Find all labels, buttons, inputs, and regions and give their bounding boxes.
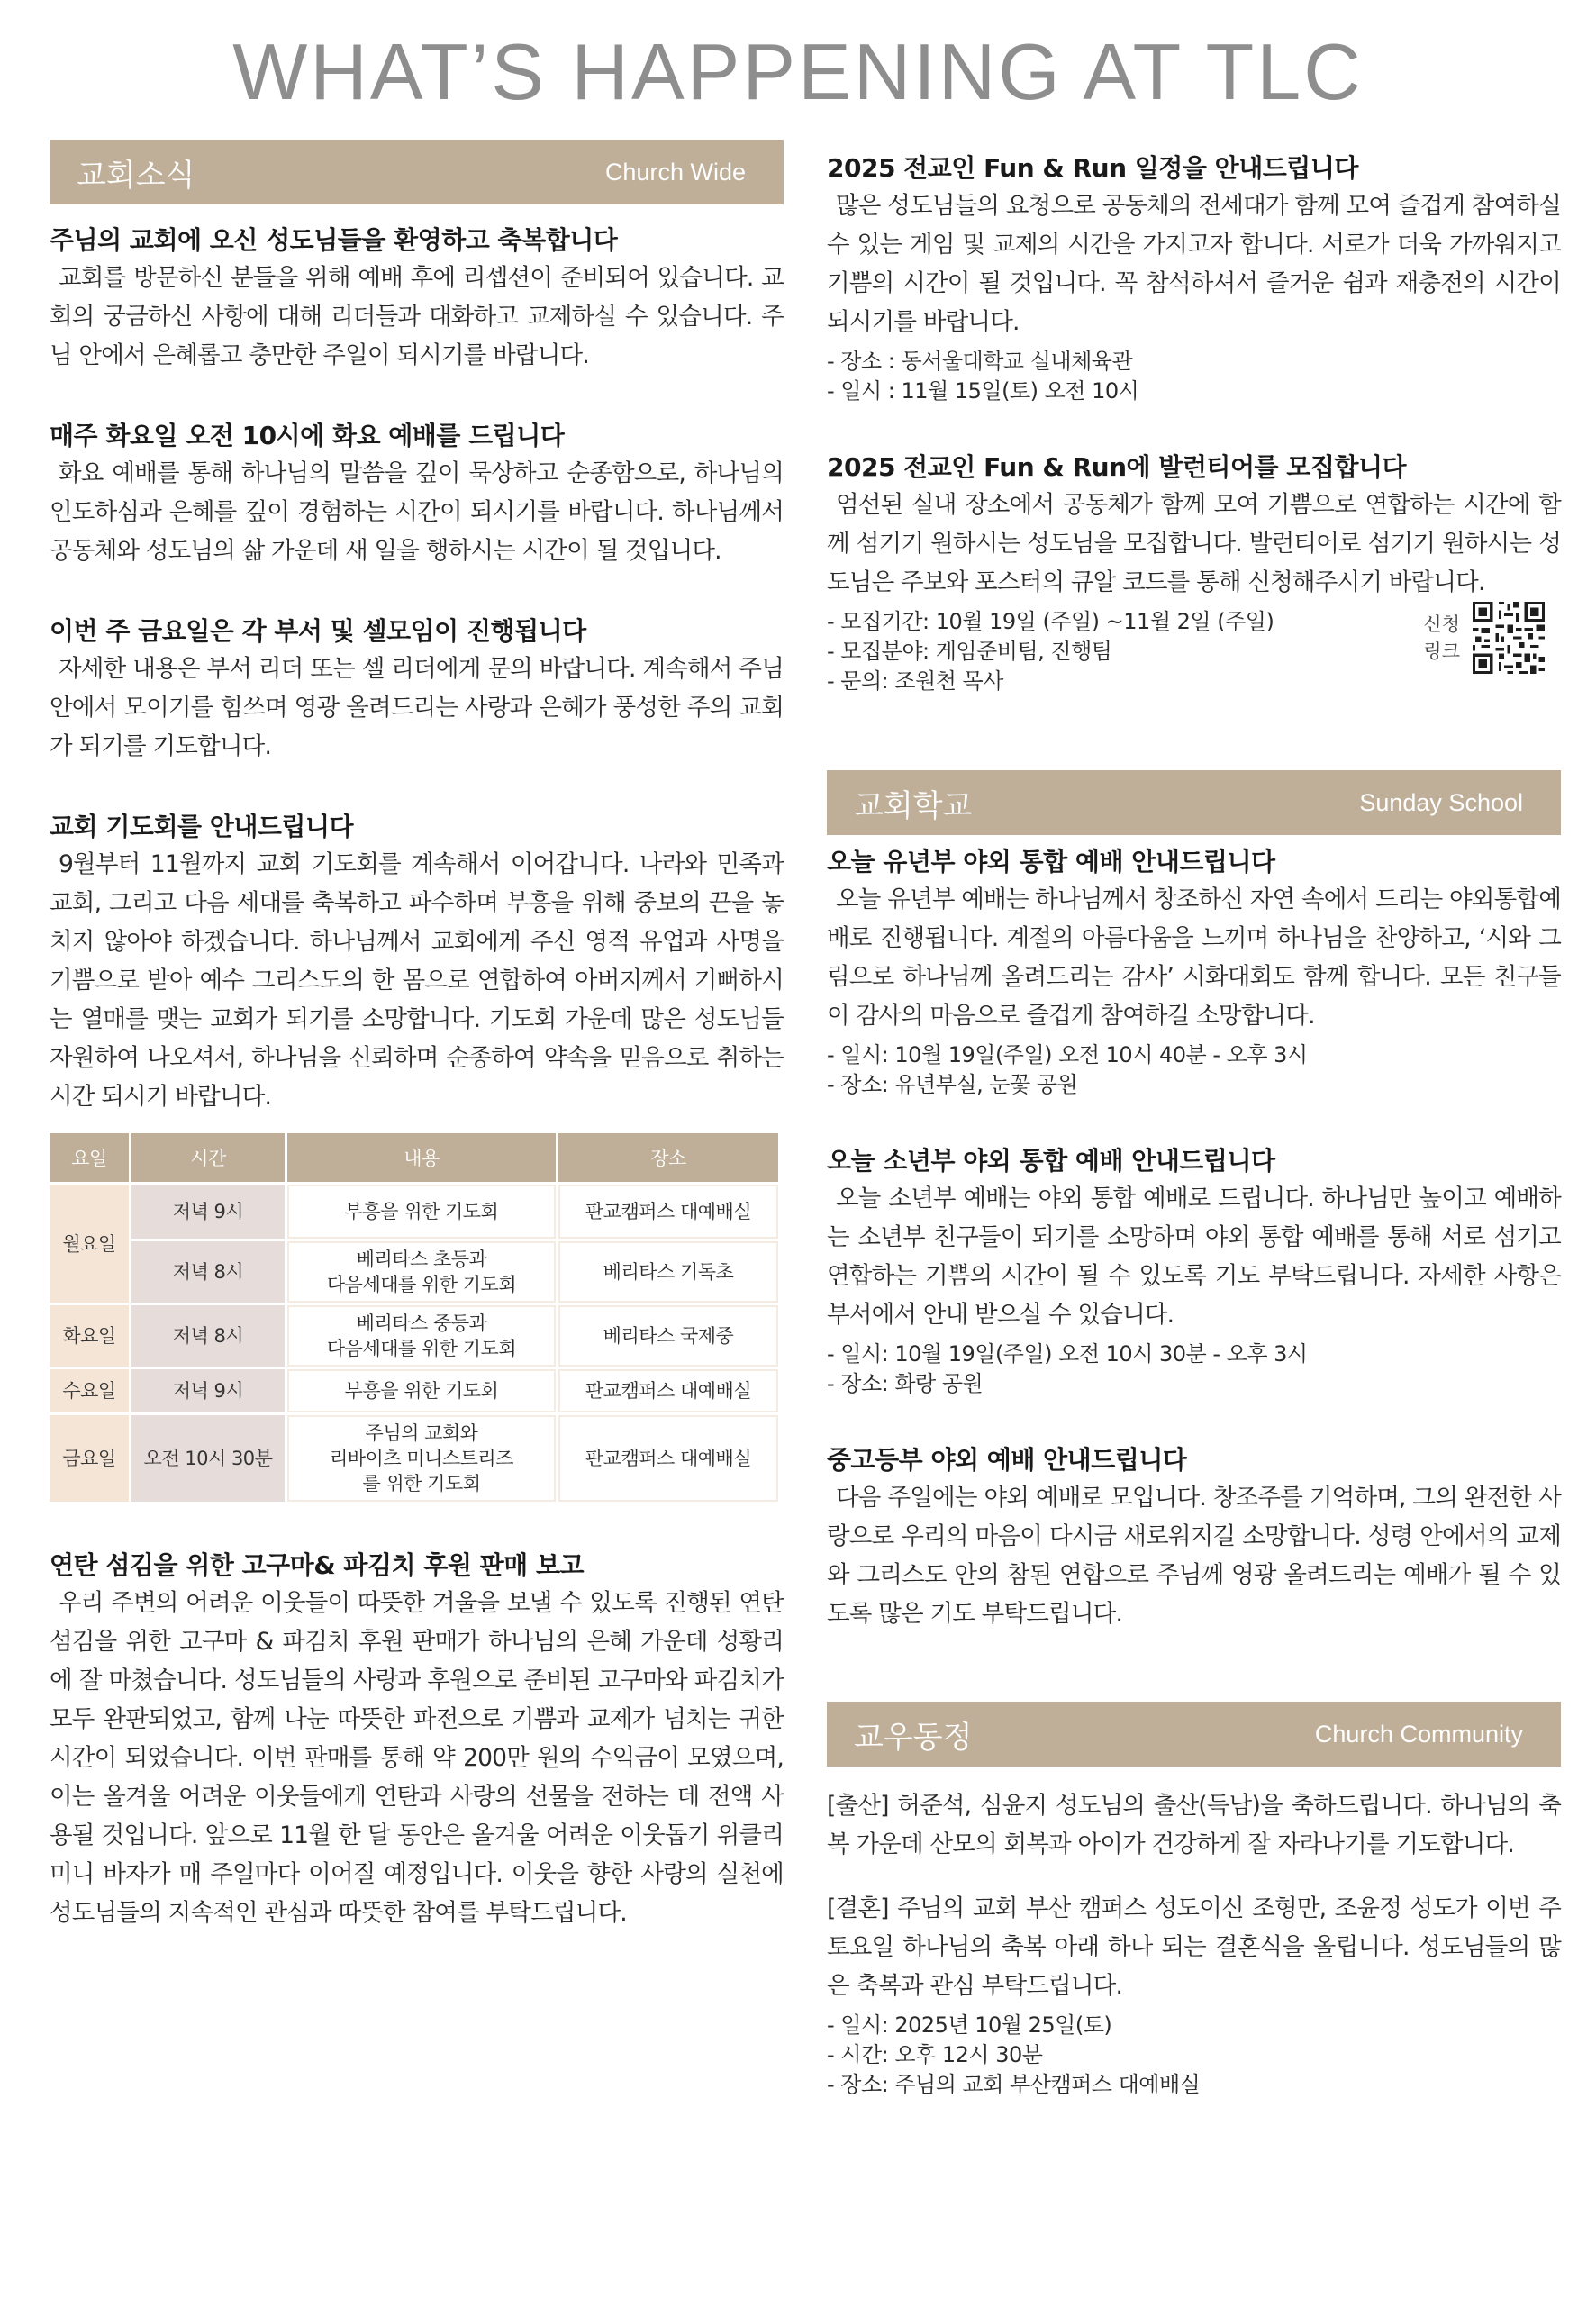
table-row (50, 1415, 778, 1502)
article-title: 오늘 소년부 야외 통합 예배 안내드립니다 (827, 1146, 1275, 1176)
time-cell: 저녁 8시 (131, 1241, 285, 1303)
article-title: 2025 전교인 Fun & Run에 발런티어를 모집합니다 (827, 452, 1407, 482)
content-line: 리바이츠 미니스트리즈 (329, 1448, 514, 1469)
place-cell: 판교캠퍼스 대예배실 (558, 1415, 778, 1502)
time-cell: 저녁 9시 (131, 1369, 285, 1412)
article-body: 엄선된 실내 장소에서 공동체가 함께 모여 기쁨으로 연합하는 시간에 함께 섬기기 원하시는 성도님을 모집합니다. 발런티어로 섬기기 원하시는 성도님은 주보와 포스터의 큐알 코드를 통해 신청해주시기 바랍니다. (827, 491, 1561, 596)
article-body: 교회를 방문하신 분들을 위해 예배 후에 리셉션이 준비되어 있습니다. 교회의 궁금하신 사항에 대해 리더들과 대화하고 교제하실 수 있습니다. 주님 안에서 은혜롭고 충만한 주일이 되시기를 바랍니다. (50, 264, 784, 369)
column-header-content: 내용 (287, 1133, 556, 1182)
article-fun-run-volunteer (827, 450, 1561, 696)
article-youth-outdoor (827, 1442, 1561, 1633)
article-elementary-outdoor (827, 844, 1561, 1100)
content-line: 베리타스 초등과 (356, 1249, 487, 1270)
article-body: 많은 성도님들의 요청으로 공동체의 전세대가 함께 모여 즐겁게 참여하실 수 있는 게임 및 교제의 시간을 가지고자 합니다. 서로가 더욱 가까워지고 기쁨의 시간이 될 것입니다. 꼭 참석하셔서 즐거운 쉼과 재충전의 시간이 되시기를 바랍니다. (827, 192, 1561, 336)
detail-item: - 장소: 화랑 공원 (827, 1371, 984, 1396)
section-header-church-community (827, 1702, 1561, 1767)
article-boys-outdoor (827, 1143, 1561, 1399)
day-cell: 금요일 (50, 1415, 129, 1502)
time-cell: 오전 10시 30분 (131, 1415, 285, 1502)
column-header-time: 시간 (131, 1133, 285, 1182)
column-header-place: 장소 (558, 1133, 778, 1182)
article-body: 오늘 소년부 예배는 야외 통합 예배로 드립니다. 하나님만 높이고 예배하는 소년부 친구들이 되기를 소망하며 야외 통합 예배를 통해 서로 섬기고 연합하는 기쁨의 시간이 될 수 있도록 기도 부탁드립니다. 자세한 사항은 부서에서 안내 받으실 수 있습니다. (827, 1185, 1561, 1329)
place-cell: 베리타스 국제중 (558, 1305, 778, 1367)
detail-list (827, 2011, 1561, 2100)
news-text: 주님의 교회 부산 캠퍼스 성도이신 조형만, 조윤정 성도가 이번 주 토요일 하나님의 축복 아래 하나 되는 결혼식을 올립니다. 성도님들의 많은 축복과 관심 부탁드립니다. (827, 1894, 1561, 2000)
time-cell: 저녁 9시 (131, 1185, 285, 1239)
content-line: 를 위한 기도회 (362, 1473, 481, 1494)
article-title: 중고등부 야외 예배 안내드립니다 (827, 1445, 1187, 1475)
detail-item: - 시간: 오후 12시 30분 (827, 2042, 1043, 2067)
volunteer-details-row (827, 602, 1561, 696)
page-title: WHAT’S HAPPENING AT TLC (232, 27, 1364, 116)
article-body (827, 1786, 1561, 1864)
section-heading-ko: 교회소식 (77, 157, 195, 194)
day-cell: 월요일 (50, 1185, 129, 1303)
table-row (50, 1185, 778, 1239)
article-body (827, 1889, 1561, 2005)
article-sale-report (50, 1548, 784, 1932)
article-fun-run-schedule (827, 150, 1561, 406)
section-heading-ko: 교회학교 (854, 787, 973, 824)
news-tag: [출산] (827, 1792, 889, 1820)
detail-item: - 모집분야: 게임준비팀, 진행팀 (827, 639, 1112, 664)
content-cell: 부흥을 위한 기도회 (287, 1185, 556, 1239)
qr-signup (1423, 602, 1545, 674)
content-line: 주님의 교회와 (365, 1422, 478, 1444)
detail-item: - 일시: 10월 19일(주일) 오전 10시 40분 - 오후 3시 (827, 1042, 1308, 1067)
article-body: 9월부터 11월까지 교회 기도회를 계속해서 이어갑니다. 나라와 민족과 교회, 그리고 다음 세대를 축복하고 파수하며 부흥을 위해 중보의 끈을 놓치지 않아야 하겠습니다. 하나님께서 교회에게 주신 영적 유업과 사명을 기쁨으로 받아 예수 그리스도의 한 몸으로 연합하여 아버지께서 기뻐하시는 열매를 맺는 교회가 되기를 소망합니다. 기도회 가운데 많은 성도님들 자원하여 나오셔서, 하나님을 신뢰하며 순종하여 약속을 믿음으로 취하는 시간 되시기 바랍니다. (50, 850, 784, 1111)
article-title: 연탄 섬김을 위한 고구마& 파김치 후원 판매 보고 (50, 1550, 585, 1580)
detail-list (827, 1040, 1561, 1100)
qr-label-line: 신청 (1423, 613, 1460, 635)
detail-list (827, 607, 1274, 696)
article-body: 오늘 유년부 예배는 하나님께서 창조하신 자연 속에서 드리는 야외통합예배로 진행됩니다. 계절의 아름다움을 느끼며 하나님을 찬양하고, ‘시와 그림으로 하나님께 올려드리는 감사’ 시화대회도 함께 합니다. 모든 친구들이 감사의 마음으로 즐겁게 참여하길 소망합니다. (827, 886, 1561, 1030)
article-title: 오늘 유년부 야외 통합 예배 안내드립니다 (827, 847, 1275, 877)
detail-item: - 문의: 조원천 목사 (827, 668, 1003, 694)
place-cell: 판교캠퍼스 대예배실 (558, 1185, 778, 1239)
article-title: 교회 기도회를 안내드립니다 (50, 812, 354, 841)
place-cell: 베리타스 기독초 (558, 1241, 778, 1303)
detail-list (827, 347, 1561, 406)
article-prayer-meeting (50, 809, 784, 1504)
article-body: 우리 주변의 어려운 이웃들이 따뜻한 겨울을 보낼 수 있도록 진행된 연탄 섬김을 위한 고구마 & 파김치 후원 판매가 하나님의 은혜 가운데 성황리에 잘 마쳤습니다. 성도님들의 사랑과 후원으로 준비된 고구마와 파김치가 모두 완판되었고, 함께 나눈 따뜻한 파전으로 기쁨과 교제가 넘치는 귀한 시간이 되었습니다. 이번 판매를 통해 약 200만 원의 수익금이 모였으며, 이는 올겨울 어려운 이웃들에게 연탄과 사랑의 선물을 전하는 데 전액 사용될 것입니다. 앞으로 11월 한 달 동안은 올겨울 어려운 이웃돕기 위클리 미니 바자가 매 주일마다 이어질 예정입니다. 이웃을 향한 사랑의 실천에 성도님들의 지속적인 관심과 따뜻한 참여를 부탁드립니다. (50, 1589, 784, 1927)
section-heading-en: Church Community (1314, 1720, 1523, 1748)
table-row (50, 1369, 778, 1412)
section-heading-ko: 교우동정 (854, 1719, 973, 1756)
day-cell: 화요일 (50, 1305, 129, 1367)
section-heading-en: Sunday School (1359, 788, 1523, 816)
article-welcome (50, 223, 784, 375)
right-column (827, 140, 1561, 2100)
table-header-row (50, 1133, 778, 1182)
article-body: 다음 주일에는 야외 예배로 모입니다. 창조주를 기억하며, 그의 완전한 사랑으로 우리의 마음이 다시금 새로워지길 소망합니다. 성령 안에서의 교제와 그리스도 안의 참된 연합으로 주님께 영광 올려드리는 예배가 될 수 있도록 많은 기도 부탁드립니다. (827, 1484, 1561, 1628)
article-body: 자세한 내용은 부서 리더 또는 셀 리더에게 문의 바랍니다. 계속해서 주님 안에서 모이기를 힘쓰며 영광 올려드리는 사랑과 은혜가 풍성한 주의 교회가 되기를 기도합니다. (50, 655, 784, 760)
day-cell: 수요일 (50, 1369, 129, 1412)
section-header-church-wide (50, 140, 784, 204)
article-title: 매주 화요일 오전 10시에 화요 예배를 드립니다 (50, 421, 565, 450)
qr-label (1423, 611, 1460, 665)
qr-label-line: 링크 (1423, 640, 1460, 662)
content-cell (287, 1415, 556, 1502)
qr-code-icon[interactable] (1473, 602, 1545, 674)
prayer-schedule-table (47, 1131, 781, 1504)
detail-item: - 모집기간: 10월 19일 (주일) ~11월 2일 (주일) (827, 609, 1274, 634)
left-column (50, 140, 784, 1932)
detail-item: - 일시: 2025년 10월 25일(토) (827, 2012, 1112, 2038)
content-cell: 부흥을 위한 기도회 (287, 1369, 556, 1412)
section-heading-en: Church Wide (604, 158, 746, 186)
content-line: 다음세대를 위한 기도회 (326, 1338, 517, 1359)
detail-item: - 장소: 유년부실, 눈꽃 공원 (827, 1072, 1078, 1097)
article-wedding (827, 1889, 1561, 2100)
content-line: 다음세대를 위한 기도회 (326, 1274, 517, 1295)
time-cell: 저녁 8시 (131, 1305, 285, 1367)
column-header-day: 요일 (50, 1133, 129, 1182)
news-tag: [결혼] (827, 1894, 889, 1922)
content-line: 베리타스 중등과 (356, 1312, 487, 1334)
detail-item: - 일시: 10월 19일(주일) 오전 10시 30분 - 오후 3시 (827, 1341, 1308, 1367)
article-title: 이번 주 금요일은 각 부서 및 셀모임이 진행됩니다 (50, 616, 586, 646)
section-header-sunday-school (827, 770, 1561, 835)
detail-list (827, 1340, 1561, 1399)
article-title: 2025 전교인 Fun & Run 일정을 안내드립니다 (827, 153, 1358, 183)
table-row (50, 1305, 778, 1367)
content-cell (287, 1241, 556, 1303)
article-birth (827, 1786, 1561, 1864)
content-cell (287, 1305, 556, 1367)
detail-item: - 일시 : 11월 15일(토) 오전 10시 (827, 378, 1139, 404)
article-tuesday-service (50, 418, 784, 570)
article-title: 주님의 교회에 오신 성도님들을 환영하고 축복합니다 (50, 225, 618, 255)
news-text: 허준석, 심윤지 성도님의 출산(득남)을 축하드립니다. 하나님의 축복 가운데 산모의 회복과 아이가 건강하게 잘 자라나기를 기도합니다. (827, 1792, 1561, 1858)
table-row (50, 1241, 778, 1303)
detail-item: - 장소 : 동서울대학교 실내체육관 (827, 349, 1133, 374)
article-body: 화요 예배를 통해 하나님의 말씀을 깊이 묵상하고 순종함으로, 하나님의 인도하심과 은혜를 깊이 경험하는 시간이 되시기를 바랍니다. 하나님께서 공동체와 성도님의 삶 가운데 새 일을 행하시는 시간이 될 것입니다. (50, 459, 784, 565)
detail-item: - 장소: 주님의 교회 부산캠퍼스 대예배실 (827, 2072, 1201, 2097)
place-cell: 판교캠퍼스 대예배실 (558, 1369, 778, 1412)
article-friday-cells (50, 613, 784, 766)
